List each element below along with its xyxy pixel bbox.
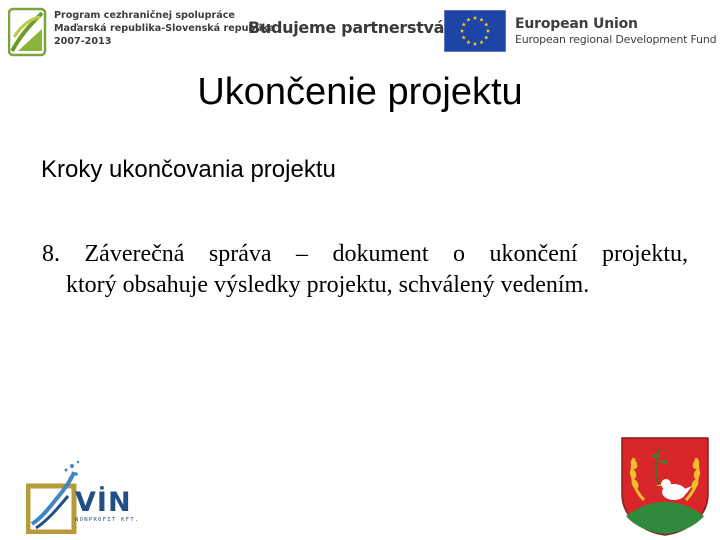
header-banner [0,0,720,66]
slide-subtitle: Kroky ukončovania projektu [41,156,336,183]
step-item [42,239,688,301]
program-logo-text [54,9,275,48]
program-logo-line: 2007-2013 [54,36,112,47]
eu-title: European Union [515,16,638,32]
vin-logo-subtext: NONPROFIT KFT. [75,517,140,523]
slide-title: Ukončenie projektu [197,71,523,113]
program-mark-icon [8,7,48,57]
program-logo [8,7,275,61]
partnership-logo-text: Budujeme partnerstvá [248,18,445,37]
eu-subtitle: European regional Development Fund [515,33,717,46]
coat-of-arms-icon [620,436,710,536]
program-logo-line: Maďarská republika-Slovenská republika [54,23,275,34]
vin-logo-text: VİN [75,487,132,518]
vin-logo [26,458,150,534]
eu-logo-text [515,16,716,47]
step-item-line: ktorý obsahuje výsledky projektu, schválený vedením. [66,272,590,298]
program-logo-line: Program cezhraničnej spolupráce [54,10,235,21]
eu-flag-icon [444,10,506,52]
step-item-line: 8. Záverečná správa – dokument o ukončení projektu, [42,241,688,267]
